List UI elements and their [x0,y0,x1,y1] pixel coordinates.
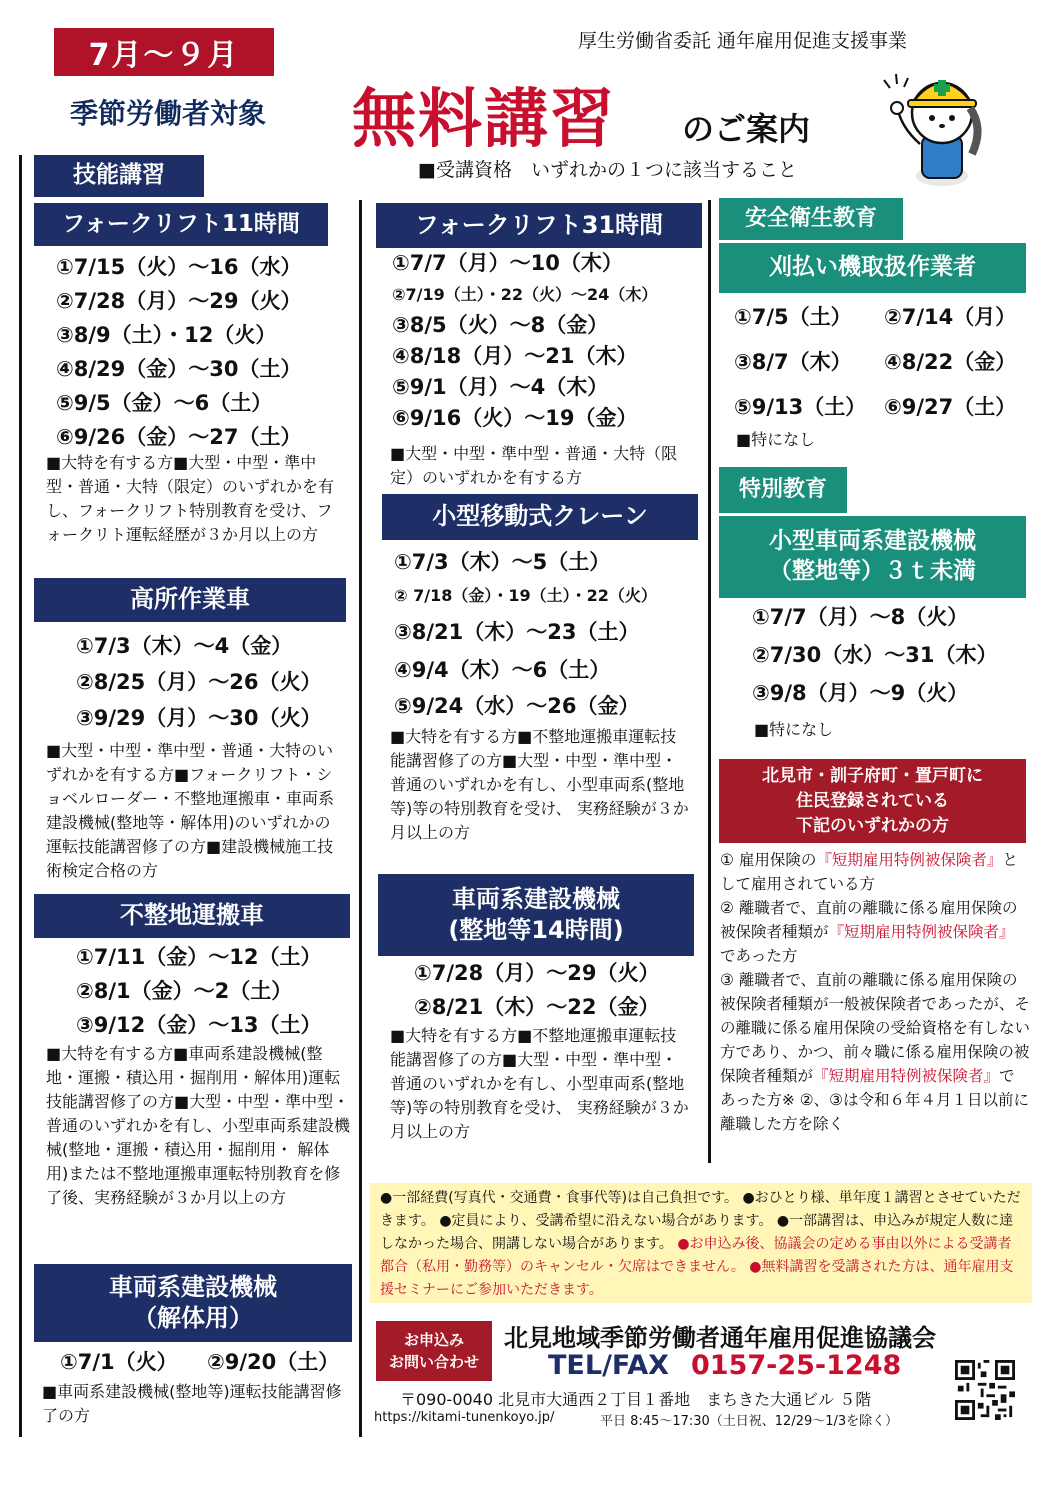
phone-number [548,1350,901,1381]
residents-line3: 下記のいずれかの方 [796,815,949,836]
contact-label [376,1321,492,1381]
date-item: ⑥9/27（土） [884,395,1017,419]
aerial-dates [76,628,322,736]
date-item: ①7/11（金）～12（土） [76,945,322,969]
date-item: ③8/7（木） [734,350,852,374]
condition-3: ③ 離職者で、直前の離職に係る雇用保険の被保険者種類が一般被保険者であったが、その離職に係る雇用保険の受給資格を有しない方であり、かつ、前々職に係る雇用保険の被保険者種類が『短期雇用特例被保険者』であった方※ ②、③は令和６年４月１日以前に離職した方を除く [720,971,1031,1133]
demolition-title-line1: 車両系建設機械 [109,1272,277,1301]
date-item: ③9/8（月）～9（火） [752,681,969,705]
construction14-title-line2: (整地等14時間) [448,916,624,944]
date-item: ⑤9/1（月）～4（木） [392,375,609,399]
forklift11-requirements: ■大特を有する方■大型・中型・準中型・普通・大特（限定）のいずれかを有し、フォークリフト特別教育を受け、フォークリト運転経歴が３か月以上の方 [46,453,335,544]
demolition-requirements: ■車両系建設機械(整地等)運転技能講習修了の方 [42,1382,342,1425]
category-safety-education: 安全衛生教育 [719,198,903,240]
qr-code-icon[interactable] [955,1360,1015,1420]
small-construction-dates [752,598,998,712]
date-item: ③8/5（火）～8（金） [392,313,609,337]
date-item: ①7/7（月）～10（木） [392,251,623,275]
left-border-line [19,155,22,1437]
page-title: 無料講習 [352,83,616,157]
brushcutter-dates [734,300,1034,424]
date-item: ④8/22（金） [884,350,1017,374]
forklift11-title: フォークリフト11時間 [34,203,328,246]
small-construction-title [719,516,1026,598]
crane-requirements: ■大特を有する方■不整地運搬車運転技能講習修了の方■大型・中型・準中型・普通のいずれかを有し、小型車両系(整地等)等の特別教育を受け、 実務経験が３か月以上の方 [390,727,689,842]
date-item: ①7/3（木）～5（土） [394,550,611,574]
date-item: ②8/25（月）～26（火） [76,670,322,694]
column-divider-right [708,200,711,1163]
date-item: ③8/9（土）・12（火） [56,323,277,347]
aerial-title: 高所作業車 [34,578,346,622]
date-item: ②8/1（金）～2（土） [76,979,293,1003]
target-audience: 季節労働者対象 [70,97,267,130]
residents-line2: 住民登録されている [796,790,949,811]
crane-title: 小型移動式クレーン [382,494,698,540]
address: 〒090-0040 北見市大通西２丁目１番地 まちきた大通ビル ５階 [400,1390,872,1409]
date-item: ⑤9/24（水）～26（金） [394,694,640,718]
brushcutter-requirements: ■特になし [736,430,816,449]
residents-eligibility-box [719,759,1026,843]
date-item: ①7/1（火） [60,1350,178,1374]
date-item: ③9/29（月）～30（火） [76,706,322,730]
brushcutter-title: 刈払い機取扱作業者 [719,243,1026,293]
date-item: ①7/7（月）～8（火） [752,605,969,629]
date-item: ② 7/18（金）・19（土）・22（火） [394,586,657,605]
demolition-title-line2: （解体用） [133,1304,253,1332]
date-item: ⑤9/5（金）～6（土） [56,391,273,415]
small-construction-requirements: ■特になし [754,720,834,739]
tel-number[interactable]: 0157-25-1248 [691,1350,902,1381]
category-skill-training: 技能講習 [34,155,204,197]
rough-terrain-title: 不整地運搬車 [34,894,350,938]
page-title-suffix: のご案内 [682,110,811,148]
forklift31-title: フォークリフト31時間 [376,203,702,248]
date-item: ④9/4（木）～6（土） [394,658,611,682]
crane-dates [394,545,657,723]
category-special-education: 特別教育 [719,467,847,513]
notice-text: ●一部経費(写真代・交通費・食事代等)は自己負担です。 ●おひとり様、単年度１講習とさせていただきます。 ●定員により、受講希望に沿えない場合があります。 ●一部講習は、申込みが規定人数に達しなかった場合、開講しない場合があります。 [380,1190,1021,1252]
demolition-dates [60,1346,339,1376]
residents-line1: 北見市・訓子府町・置戸町に [762,765,983,786]
date-item: ①7/15（火）～16（水） [56,255,302,279]
date-item: ②7/14（月） [884,305,1017,329]
rough-terrain-requirements: ■大特を有する方■車両系建設機械(整地・運搬・積込用・掘削用・解体用)運転技能講習修了の方■大型・中型・準中型・普通のいずれかを有し、小型車両系建設機械(整地・運搬・積込用・掘削用・ 解体用)または不整地運搬車運転特別教育を修了後、実務経験が３か月以上の方 [46,1044,351,1207]
sponsor-text: 厚生労働省委託 通年雇用促進支援事業 [578,30,908,52]
date-item: ②8/21（木）～22（金） [414,995,660,1019]
date-item: ⑤9/13（土） [734,395,867,419]
date-item: ⑥9/26（金）～27（土） [56,425,302,449]
mascot-illustration [880,58,990,188]
small-construction-title-line1: 小型車両系建設機械 [769,528,976,555]
forklift11-dates [56,250,302,454]
aerial-requirements: ■大型・中型・準中型・普通・大特のいずれかを有する方■フォークリフト・ショベルローダー・不整地運搬車・車両系建設機械(整地等・解体用)のいずれかの運転技能講習修了の方■建設機械施工技術検定合格の方 [46,741,335,880]
contact-label-line1: お申込み [403,1331,464,1349]
website-link[interactable]: https://kitami-tunenkoyo.jp/ [374,1410,555,1425]
organization-name: 北見地域季節労働者通年雇用促進協議会 [504,1324,936,1352]
construction14-title-line1: 車両系建設機械 [452,884,620,913]
construction14-dates [414,956,660,1024]
date-item: ②7/28（月）～29（火） [56,289,302,313]
construction14-title [378,874,694,956]
condition-2: ② 離職者で、直前の離職に係る雇用保険の被保険者種類が『短期雇用特例被保険者』であった方 [720,899,1018,965]
contact-label-line2: お問い合わせ [388,1353,479,1371]
tel-label: TEL/FAX [548,1350,669,1381]
forklift31-requirements: ■大型・中型・準中型・普通・大特（限定）のいずれかを有する方 [390,444,678,487]
construction14-requirements: ■大特を有する方■不整地運搬車運転技能講習修了の方■大型・中型・準中型・普通のいずれかを有し、小型車両系(整地等)等の特別教育を受け、 実務経験が３か月以上の方 [390,1026,689,1141]
date-item: ④8/18（月）～21（木） [392,344,638,368]
eligibility-note: ■受講資格 いずれかの１つに該当すること [418,159,797,181]
date-item: ①7/5（土） [734,305,852,329]
date-item: ②9/20（土） [207,1350,340,1374]
condition-1: ① 雇用保険の『短期雇用特例被保険者』として雇用されている方 [720,851,1018,893]
date-item: ③9/12（金）～13（土） [76,1013,322,1037]
date-item: ①7/28（月）～29（火） [414,961,660,985]
business-hours: 平日 8:45～17:30（土日祝、12/29～1/3を除く） [600,1414,899,1429]
notice-text-red: ●お申込み後、協議会の定める事由以外による受講者都合（私用・勤務等）のキャンセル・欠席はできません。 ●無料講習を受講された方は、通年雇用支援セミナーにご参加いただきます。 [380,1236,1014,1298]
column-divider-left [359,200,362,1437]
date-item: ④8/29（金）～30（土） [56,357,302,381]
demolition-title [34,1264,352,1342]
small-construction-title-line2: （整地等）３ｔ未満 [769,558,976,584]
date-item: ①7/3（木）～4（金） [76,634,293,658]
notice-box [370,1183,1032,1303]
date-item: ⑥9/16（火）～19（金） [392,406,638,430]
rough-terrain-dates [76,940,322,1042]
forklift31-dates [392,248,657,434]
eligibility-conditions [720,848,1030,1136]
date-item: ③8/21（木）～23（土） [394,620,640,644]
date-item: ②7/30（水）～31（木） [752,643,998,667]
date-item: ②7/19（土）・22（火）～24（木） [392,285,658,304]
month-badge: 7月～９月 [54,28,274,76]
